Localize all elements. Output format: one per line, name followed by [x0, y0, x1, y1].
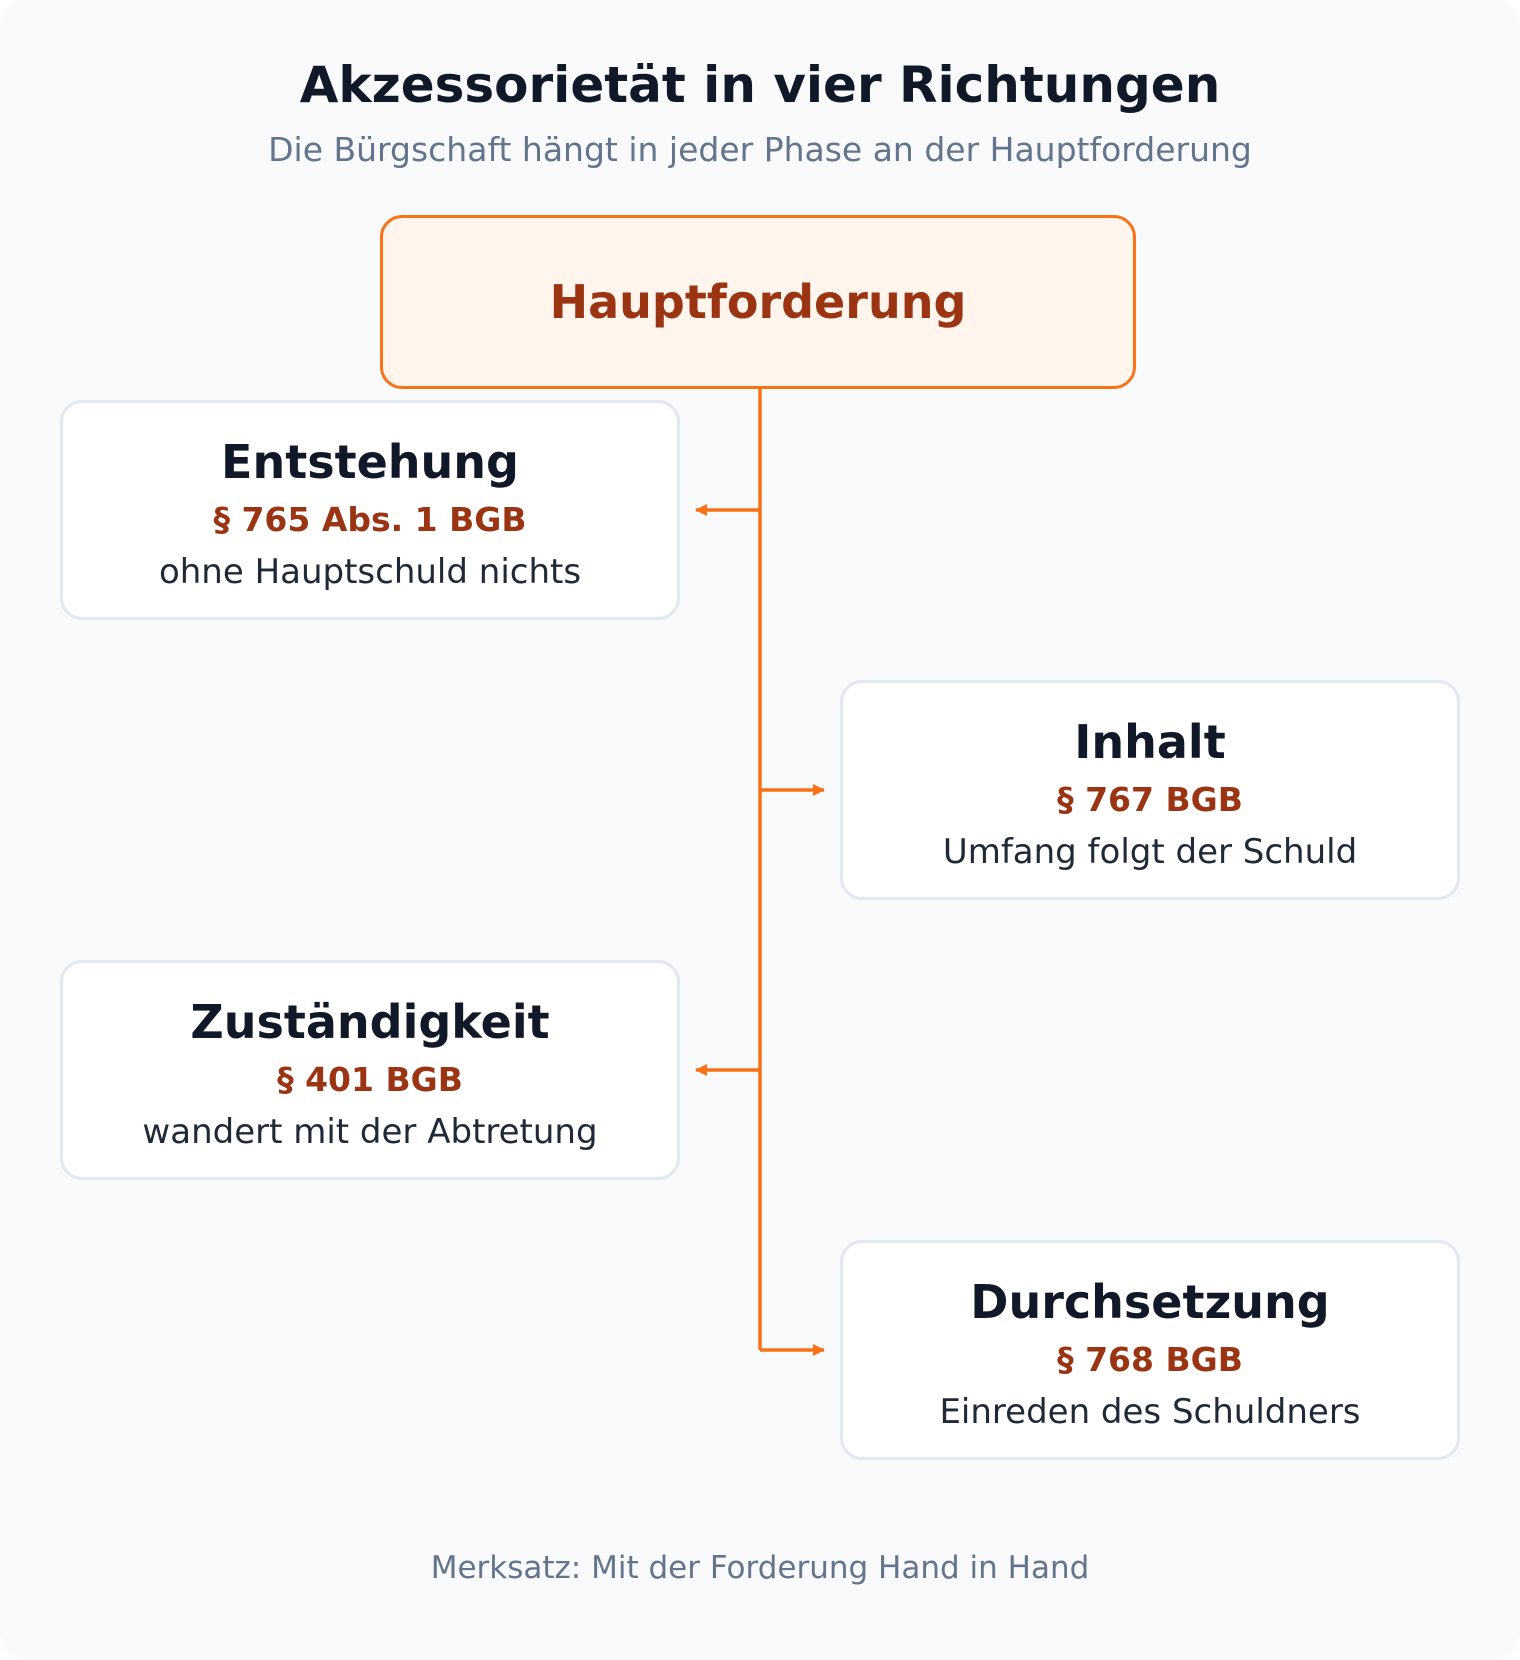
phase-description: ohne Hauptschuld nichts — [158, 552, 582, 592]
phase-card-zustaendigkeit — [60, 960, 680, 1180]
phase-card-durchsetzung — [840, 1240, 1460, 1460]
phase-title: Entstehung — [221, 435, 519, 489]
root-node-label: Hauptforderung — [549, 275, 967, 329]
footer-note: Merksatz: Mit der Forderung Hand in Hand — [430, 1550, 1090, 1586]
phase-card-entstehung — [60, 400, 680, 620]
phase-title: Zuständigkeit — [190, 995, 550, 1049]
diagram-title: Akzessorietät in vier Richtungen — [299, 56, 1221, 114]
phase-description: wandert mit der Abtretung — [142, 1112, 598, 1152]
phase-law: § 768 BGB — [1057, 1340, 1243, 1379]
phase-card-inhalt — [840, 680, 1460, 900]
phase-law: § 765 Abs. 1 BGB — [213, 500, 527, 539]
phase-law: § 767 BGB — [1057, 780, 1243, 819]
phase-description: Einreden des Schuldners — [939, 1392, 1361, 1432]
phase-description: Umfang folgt der Schuld — [942, 832, 1358, 872]
phase-title: Durchsetzung — [970, 1275, 1330, 1329]
root-node-hauptforderung — [380, 215, 1136, 389]
phase-title: Inhalt — [1074, 715, 1226, 769]
phase-law: § 401 BGB — [277, 1060, 463, 1099]
diagram-subtitle: Die Bürgschaft hängt in jeder Phase an der Hauptforderung — [268, 130, 1252, 169]
